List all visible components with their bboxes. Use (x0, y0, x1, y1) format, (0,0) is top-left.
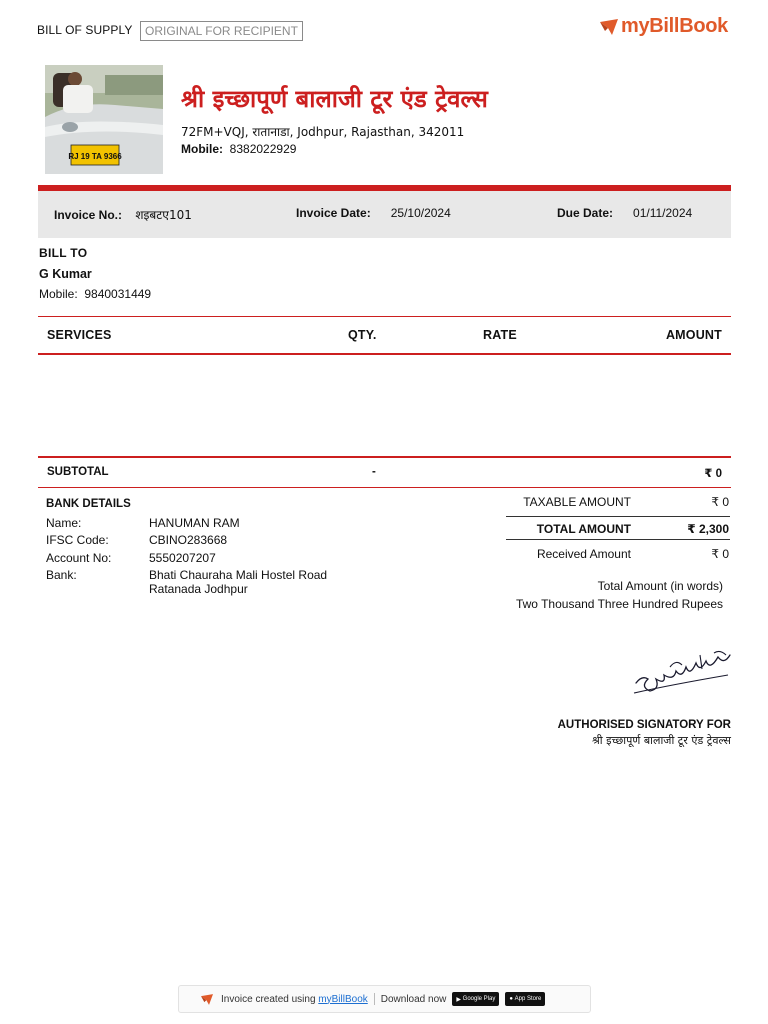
footer-brand-icon (201, 994, 213, 1005)
business-mobile (181, 142, 296, 156)
footer-created-text (221, 994, 368, 1005)
customer-mobile (39, 287, 151, 301)
subtotal-row (38, 456, 731, 488)
received-amount-label: Received Amount (536, 547, 631, 561)
footer-brand-link[interactable]: myBillBook (318, 993, 368, 1005)
business-address: 72FM+VQJ, रातानाडा, Jodhpur, Rajasthan, 342011 (181, 125, 465, 139)
invoice-date-value: 25/10/2024 (390, 206, 451, 220)
brand-mark-icon (600, 19, 618, 35)
taxable-amount-row (506, 490, 730, 514)
bank-account-value: 5550207207 (149, 551, 216, 565)
google-play-label: Google Play (462, 996, 496, 1002)
column-qty: QTY. (348, 328, 377, 342)
invoice-number-value: शइबटए101 (135, 208, 192, 222)
bank-branch-label: Bank: (46, 568, 77, 582)
invoice-meta-band (38, 191, 731, 238)
subtotal-qty: - (372, 466, 376, 478)
subtotal-label: SUBTOTAL (47, 466, 109, 478)
invoice-number-label: Invoice No.: (54, 208, 123, 222)
footer-download-text: Download now (380, 993, 447, 1005)
bank-account-label: Account No: (46, 551, 112, 565)
footer-separator (374, 993, 375, 1005)
received-amount-row (506, 542, 730, 566)
google-play-badge[interactable]: ▶ Google Play (452, 992, 499, 1006)
total-amount-value: ₹ 2,300 (687, 522, 729, 536)
app-store-badge[interactable] (505, 992, 545, 1006)
due-date (557, 206, 692, 220)
brand-logo (600, 15, 728, 38)
business-name: श्री इच्छापूर्ण बालाजी टूर एंड ट्रेवल्स (181, 85, 488, 113)
total-amount-row (506, 516, 730, 540)
customer-mobile-label: Mobile: (39, 287, 78, 301)
bill-to-heading: BILL TO (39, 246, 88, 260)
license-plate: RJ 19 TA 9366 (68, 152, 122, 161)
total-amount-label: TOTAL AMOUNT (536, 522, 631, 536)
brand-name: myBillBook (620, 15, 728, 37)
authorised-signatory-heading: AUTHORISED SIGNATORY FOR (557, 719, 731, 731)
items-table-header (38, 316, 731, 355)
copy-badge: ORIGINAL FOR RECIPIENT (140, 21, 303, 41)
handwritten-signature (630, 645, 734, 701)
bank-ifsc-label: IFSC Code: (46, 533, 109, 547)
app-store-label: App Store (514, 996, 542, 1002)
subtotal-amount: ₹ 0 (704, 468, 722, 480)
bank-ifsc-value: CBINO283668 (149, 533, 228, 547)
document-type: BILL OF SUPPLY (37, 23, 133, 37)
invoice-date-label: Invoice Date: (296, 206, 371, 220)
bank-name-value: HANUMAN RAM (149, 516, 240, 530)
bank-name-label: Name: (46, 516, 82, 530)
amount-in-words-value: Two Thousand Three Hundred Rupees (515, 597, 723, 611)
due-date-value: 01/11/2024 (633, 206, 693, 220)
received-amount-value: ₹ 0 (711, 547, 729, 561)
taxable-amount-value: ₹ 0 (711, 495, 729, 509)
customer-name: G Kumar (39, 267, 92, 281)
column-amount: AMOUNT (665, 328, 722, 342)
footer-banner (178, 985, 591, 1013)
apple-icon: ● (509, 996, 513, 1002)
business-mobile-label: Mobile: (181, 142, 223, 156)
bank-branch-value: Bhati Chauraha Mali Hostel Road Ratanada Jodhpur (149, 568, 328, 596)
amount-in-words-label: Total Amount (in words) (597, 579, 723, 593)
column-services: SERVICES (47, 328, 112, 342)
taxable-amount-label: TAXABLE AMOUNT (523, 495, 631, 509)
invoice-number (54, 206, 192, 223)
business-mobile-value: 8382022929 (229, 142, 297, 156)
top-bar (37, 15, 730, 44)
due-date-label: Due Date: (557, 206, 614, 220)
business-photo (45, 65, 163, 174)
authorised-signatory-name: श्री इच्छापूर्ण बालाजी टूर एंड ट्रेवल्स (592, 734, 731, 747)
invoice-date (296, 206, 451, 220)
bank-details-heading: BANK DETAILS (46, 498, 131, 510)
customer-mobile-value: 9840031449 (84, 287, 152, 301)
column-rate: RATE (483, 328, 517, 342)
footer-created-prefix: Invoice created using (221, 993, 316, 1005)
